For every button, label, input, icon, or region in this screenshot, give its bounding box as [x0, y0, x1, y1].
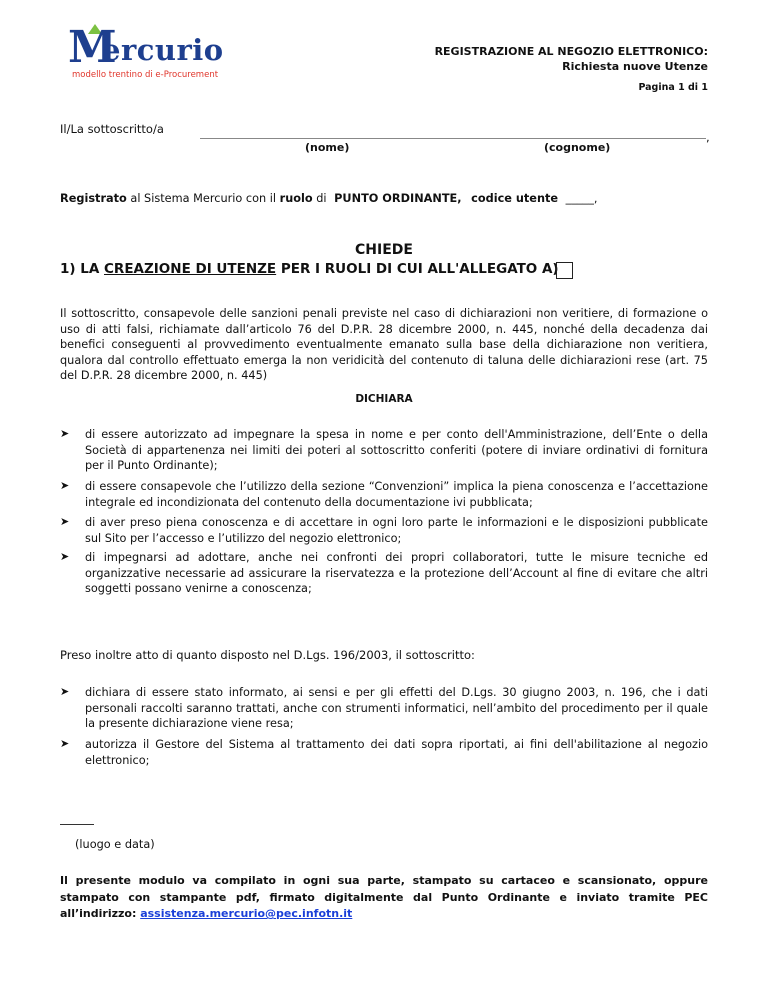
name-field-line[interactable]: [200, 138, 706, 139]
list-item-text: di aver preso piena conoscenza e di accettare in ogni loro parte le informazioni e le disposizioni pubblicate sul Sito per l’accesso e l’utilizzo del negozio elettronico;: [85, 516, 708, 545]
registrato-bold: Registrato: [60, 192, 127, 205]
section-1-prefix: 1) LA: [60, 261, 105, 277]
list-item: [60, 479, 708, 510]
section-1-underlined: CREAZIONE DI UTENZE: [104, 261, 277, 277]
arrow-bullet-icon: ➤: [60, 427, 70, 440]
codice-utente-label: codice utente: [471, 192, 559, 205]
logo-tagline: modello trentino di e-Procurement: [72, 70, 219, 80]
list-item: [60, 550, 708, 597]
section-1-heading: [60, 261, 559, 277]
final-note-text: Il presente modulo va compilato in ogni sua parte, stampato su cartaceo e scansionato, oppure stampato con stampante pdf, firmato digitalmente dal Punto Ordinante e inviato tramite PEC all’indirizzo:: [60, 874, 708, 920]
ruolo-bold: ruolo: [279, 192, 313, 205]
list-item: [60, 685, 708, 732]
list-item-text: dichiara di essere stato informato, ai sensi e per gli effetti del D.Lgs. 30 giugno 2003, n. 196, che i dati personali raccolti saranno trattati, anche con strumenti informatici, nell’ambito del procedimento per il quale la presente dichiarazione viene resa;: [85, 686, 708, 731]
registrato-line: [60, 192, 598, 205]
list-item-text: di essere consapevole che l’utilizzo della sezione “Convenzioni” implica la piena conoscenza e l’accettazione integrale ed incondizionata del contenuto della documentazione ivi pubblicata;: [85, 480, 708, 509]
sottoscritto-label: Il/La sottoscritto/a: [60, 122, 164, 136]
final-note: [60, 873, 708, 923]
list-item: [60, 737, 708, 768]
list-item-text: autorizza il Gestore del Sistema al trattamento dei dati sopra riportati, ai fini dell'abilitazione al negozio elettronico;: [85, 738, 708, 767]
page-number: Pagina 1 di 1: [638, 82, 708, 93]
cognome-label: (cognome): [544, 141, 611, 154]
logo-letter: M: [68, 22, 117, 73]
list-item: [60, 515, 708, 546]
dichiara-heading: DICHIARA: [355, 393, 413, 405]
arrow-bullet-icon: ➤: [60, 515, 70, 528]
section-1-suffix: PER I RUOLI DI CUI ALL'ALLEGATO A): [276, 261, 559, 277]
logo-wordmark: ercurio: [102, 33, 224, 67]
list-item-text: di impegnarsi ad adottare, anche nei confronti dei propri collaboratori, tutte le misure tecniche ed organizzative necessarie ad assicurare la riservatezza e la protezione dell’Account al fine di evitare che altri soggetti possano venirne a conoscenza;: [85, 551, 708, 596]
section-1-checkbox[interactable]: [556, 262, 573, 279]
registrato-end: ,: [593, 192, 598, 205]
arrow-bullet-icon: ➤: [60, 550, 70, 563]
header-subtitle: Richiesta nuove Utenze: [562, 60, 708, 73]
role-value: PUNTO ORDINANTE,: [334, 192, 462, 205]
privacy-intro: Preso inoltre atto di quanto disposto nel D.Lgs. 196/2003, il sottoscritto:: [60, 648, 475, 662]
arrow-bullet-icon: ➤: [60, 685, 70, 698]
registrato-text2: di: [312, 192, 331, 205]
luogo-data-field[interactable]: [60, 824, 94, 825]
intro-paragraph: Il sottoscritto, consapevole delle sanzioni penali previste nel caso di dichiarazioni non veritiere, di formazione o uso di atti falsi, richiamate dall’articolo 76 del D.P.R. 28 dicembre 2000, n. 445, nonché della decadenza dai benefici conseguenti al provvedimento eventualmente emanato sulla base della dichiarazione non veritiera, qualora dal controllo effettuato emerga la non veridicità del contenuto di taluna delle dichiarazioni rese (art. 75 del D.P.R. 28 dicembre 2000, n. 445): [60, 307, 708, 383]
arrow-bullet-icon: ➤: [60, 479, 70, 492]
arrow-bullet-icon: ➤: [60, 737, 70, 750]
registrato-text1: al Sistema Mercurio con il: [126, 192, 280, 205]
list-item: [60, 427, 708, 474]
pec-email-link[interactable]: assistenza.mercurio@pec.infotn.it: [140, 907, 353, 920]
list-item-text: di essere autorizzato ad impegnare la spesa in nome e per conto dell'Amministrazione, dell’Ente o della Società di appartenenza nei limiti dei poteri al sottoscritto conferiti (potere di inviare ordinativi di fornitura per il Punto Ordinante);: [85, 428, 708, 473]
mercurio-logo: [68, 22, 243, 82]
codice-utente-field[interactable]: _____: [565, 192, 594, 205]
name-line-comma: ,: [706, 130, 710, 144]
document-header: [435, 44, 708, 74]
nome-label: (nome): [305, 141, 350, 154]
header-title: REGISTRAZIONE AL NEGOZIO ELETTRONICO:: [434, 45, 708, 58]
chiede-heading: CHIEDE: [355, 242, 413, 258]
luogo-data-label: (luogo e data): [75, 838, 155, 851]
